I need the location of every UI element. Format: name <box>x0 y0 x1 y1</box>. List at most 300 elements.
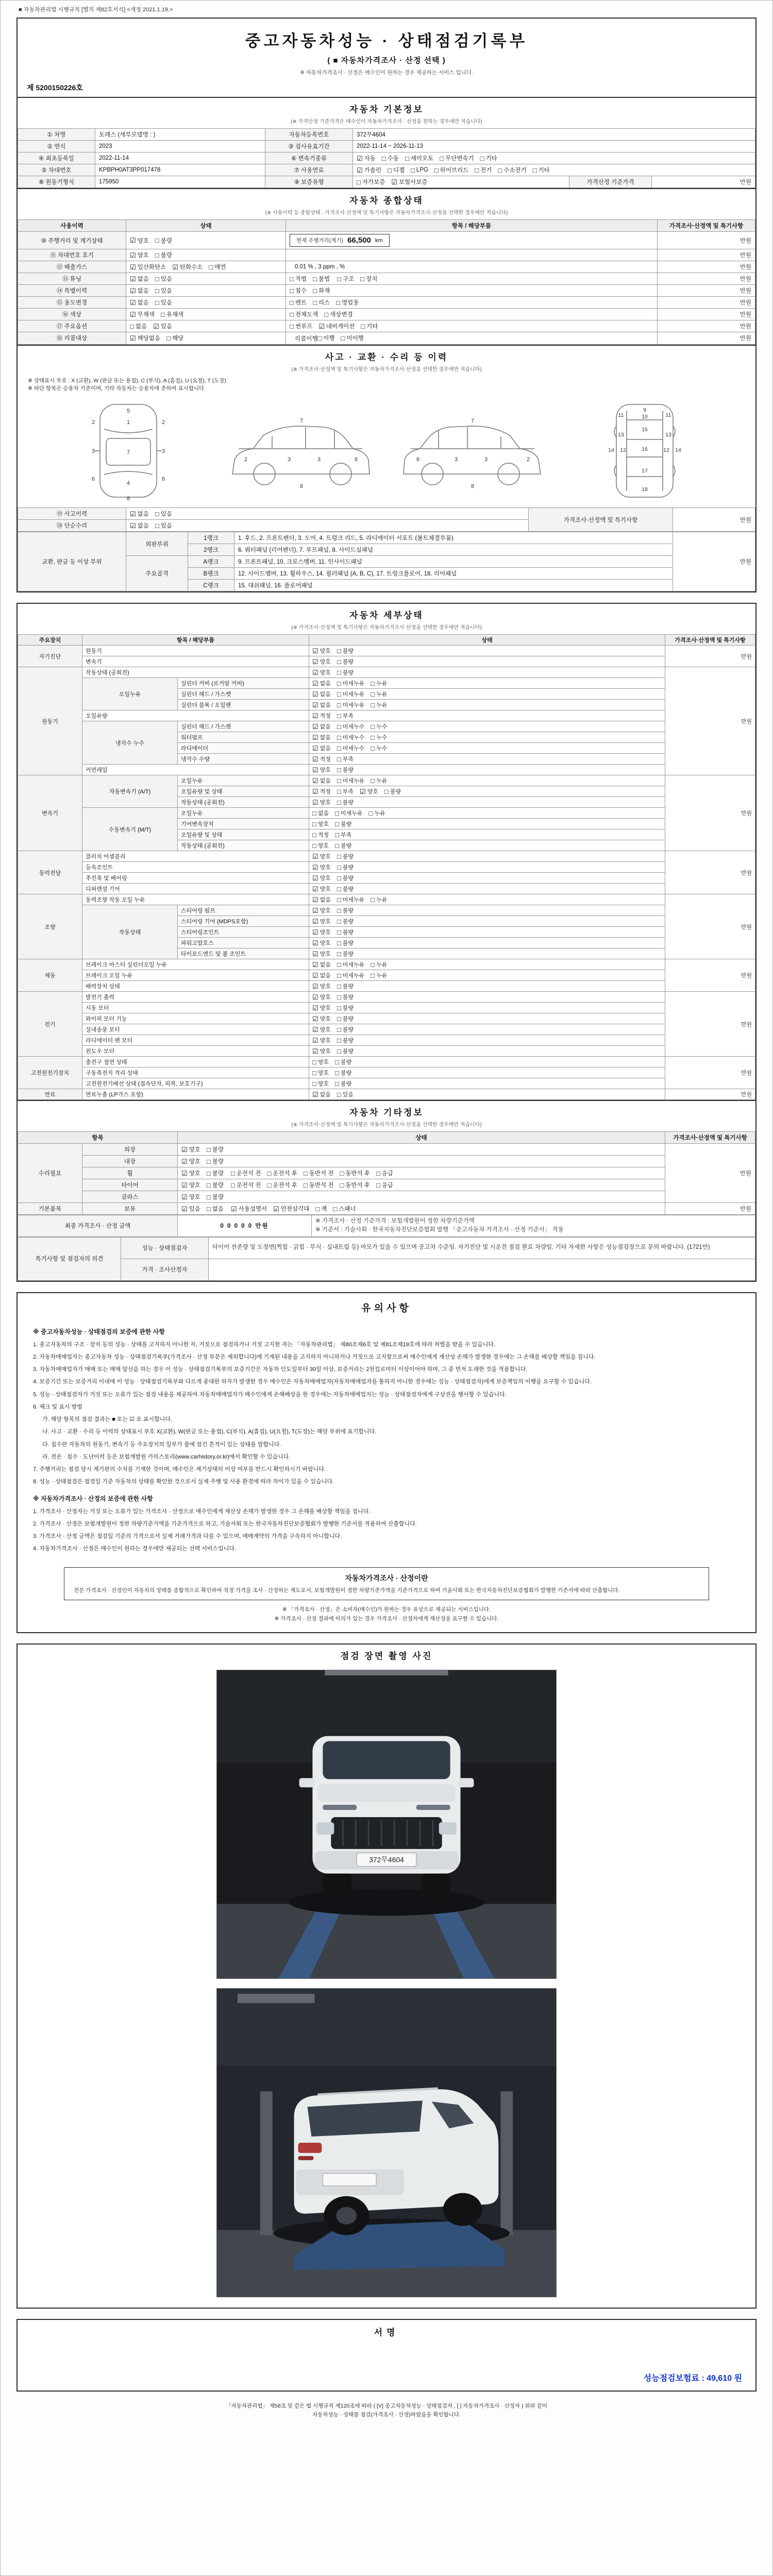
checkbox-option[interactable] <box>155 236 172 245</box>
state-cell <box>309 1067 665 1078</box>
checkbox-option[interactable] <box>130 521 149 530</box>
checkbox-option[interactable] <box>337 1025 354 1033</box>
checkbox-option[interactable] <box>130 251 149 259</box>
checkbox-group <box>130 298 172 307</box>
checkbox-group <box>312 657 354 666</box>
unchecked-box-icon: □ <box>337 776 341 785</box>
checkbox-option[interactable] <box>475 166 492 174</box>
checkbox-option[interactable] <box>411 167 428 174</box>
checkbox-option[interactable] <box>337 690 364 698</box>
svg-text:10: 10 <box>642 414 648 420</box>
checkbox-option[interactable] <box>312 831 329 839</box>
unchecked-box-icon: □ <box>337 701 341 709</box>
checkbox-option[interactable] <box>337 928 354 936</box>
checkbox-option[interactable] <box>340 1181 370 1189</box>
checkbox-option[interactable] <box>384 787 401 795</box>
checkbox-option[interactable] <box>312 906 331 914</box>
column-header: 사용이력 <box>18 220 126 232</box>
checkbox-option[interactable] <box>312 755 331 763</box>
checked-box-icon: ☑ <box>181 1169 188 1177</box>
checkbox-group <box>312 647 354 655</box>
field-label: ③ 검사유효기간 <box>265 141 353 152</box>
checkbox-option[interactable] <box>336 298 359 307</box>
checkbox-option[interactable] <box>391 178 427 186</box>
option-label: 부족 <box>342 756 354 762</box>
checkbox-option[interactable] <box>155 251 172 259</box>
state-cell <box>126 273 286 285</box>
photo-list <box>18 1663 755 2308</box>
checkbox-option[interactable] <box>172 263 203 271</box>
checked-box-icon: ☑ <box>391 178 397 186</box>
checkbox-option[interactable] <box>312 657 331 666</box>
subitem-name: 작동상태 (공회전) <box>178 840 309 851</box>
checkbox-option[interactable] <box>337 852 354 860</box>
checkbox-option[interactable] <box>312 1025 331 1033</box>
checkbox-option[interactable] <box>337 1090 354 1098</box>
checked-box-icon: ☑ <box>273 1205 279 1213</box>
price-cell: 만원 <box>658 285 755 297</box>
option-label: 불량 <box>340 821 352 827</box>
checkbox-option[interactable] <box>337 1004 354 1012</box>
item-name: 수동변속기 (M/T) <box>82 808 178 851</box>
checkbox-option[interactable] <box>312 971 331 979</box>
checkbox-option[interactable] <box>181 1145 200 1154</box>
checkbox-option[interactable] <box>312 809 329 817</box>
part-category: 외판부위 <box>126 532 188 556</box>
checkbox-option[interactable] <box>371 701 387 709</box>
checkbox-option[interactable] <box>382 154 399 162</box>
checkbox-option[interactable] <box>290 310 318 318</box>
photos-title: 점검 장면 촬영 사진 <box>340 1651 433 1661</box>
checkbox-option[interactable] <box>357 178 385 186</box>
checkbox-option[interactable] <box>335 1069 351 1077</box>
checkbox-option[interactable] <box>312 722 331 731</box>
checkbox-option[interactable] <box>312 733 331 741</box>
checkbox-option[interactable] <box>312 982 331 990</box>
checkbox-option[interactable] <box>155 521 172 530</box>
checkbox-option[interactable] <box>181 1205 200 1213</box>
checkbox-option[interactable] <box>155 286 172 295</box>
option-label: 있음 <box>342 1092 354 1098</box>
checkbox-option[interactable] <box>312 690 331 698</box>
history-item-label: ⑲ 사고이력 <box>18 508 126 520</box>
checkbox-option[interactable] <box>290 322 312 330</box>
checkbox-option[interactable] <box>207 1193 224 1201</box>
checkbox-option[interactable] <box>312 950 331 958</box>
checkbox-option[interactable] <box>312 679 331 687</box>
checkbox-option[interactable] <box>371 690 387 698</box>
option-label: 불량 <box>342 951 354 957</box>
checkbox-option[interactable] <box>312 863 331 871</box>
device-name: 원동기 <box>18 667 82 775</box>
checkbox-option[interactable] <box>371 744 387 752</box>
checked-box-icon: ☑ <box>130 298 136 307</box>
checkbox-group <box>312 776 387 785</box>
checkbox-option[interactable] <box>337 744 364 752</box>
checkbox-option[interactable] <box>312 1079 329 1088</box>
checkbox-option[interactable] <box>312 917 331 925</box>
signature-area <box>18 2341 755 2391</box>
checkbox-option[interactable] <box>357 154 376 162</box>
checkbox-option[interactable] <box>335 1058 351 1066</box>
checkbox-option[interactable] <box>130 310 155 318</box>
subitem-name: 작동상태 (공회전) <box>178 797 309 808</box>
checkbox-option[interactable] <box>312 744 331 752</box>
option-label: 무단변속기 <box>445 156 474 162</box>
detail-row <box>18 873 755 884</box>
checkbox-option[interactable] <box>130 334 160 342</box>
checkbox-option[interactable] <box>337 755 354 763</box>
item-name: 커먼레일 <box>82 765 309 775</box>
detail-row <box>18 894 755 905</box>
checkbox-option[interactable] <box>312 820 329 828</box>
checkbox-option[interactable] <box>130 322 147 330</box>
checkbox-option[interactable] <box>434 166 468 174</box>
checkbox-option[interactable] <box>290 298 307 307</box>
checkbox-option[interactable] <box>360 787 378 795</box>
checkbox-option[interactable] <box>181 1169 200 1177</box>
option-label: 없음 <box>320 1092 331 1098</box>
option-label: 불량 <box>212 1194 224 1200</box>
checkbox-option[interactable] <box>337 776 364 785</box>
unchecked-box-icon: □ <box>411 166 415 174</box>
checkbox-option[interactable] <box>209 263 226 271</box>
item-name: 와이퍼 모터 기능 <box>82 1013 309 1024</box>
checkbox-group <box>312 1069 351 1077</box>
price-cell: 만원 <box>658 309 755 320</box>
option-label: 불량 <box>342 800 354 806</box>
checkbox-option[interactable] <box>207 1181 224 1189</box>
checkbox-option[interactable] <box>371 722 387 731</box>
option-label: 양호 <box>189 1171 200 1177</box>
checkbox-option[interactable] <box>161 310 183 318</box>
checkbox-option[interactable] <box>312 776 331 785</box>
checkbox-option[interactable] <box>371 679 387 687</box>
option-label: 운전석 후 <box>273 1182 297 1189</box>
checkbox-option[interactable] <box>312 841 329 850</box>
checkbox-option[interactable] <box>290 286 307 295</box>
checkbox-option[interactable] <box>337 939 354 947</box>
item-cell <box>286 273 658 285</box>
notice-postscript <box>18 1605 755 1624</box>
checkbox-option[interactable] <box>337 722 364 731</box>
checkbox-option[interactable] <box>337 733 364 741</box>
checkbox-option[interactable] <box>357 166 381 174</box>
car-diagram-left-side <box>223 399 378 502</box>
checkbox-option[interactable] <box>405 154 433 162</box>
device-name: 변속기 <box>18 775 82 851</box>
car-diagram-right-side <box>395 399 550 502</box>
checkbox-option[interactable] <box>312 647 331 655</box>
inspection-insurance-fee <box>644 2371 742 2383</box>
checkbox-option[interactable] <box>304 1181 334 1189</box>
svg-text:2: 2 <box>244 456 248 463</box>
state-cell <box>126 520 529 532</box>
checkbox-option[interactable] <box>361 322 378 330</box>
checkbox-option[interactable] <box>207 1205 224 1213</box>
checkbox-option[interactable] <box>371 960 387 969</box>
unchecked-box-icon: □ <box>337 690 341 698</box>
state-cell <box>126 261 286 273</box>
checkbox-option[interactable] <box>337 971 364 979</box>
option-label: 불량 <box>160 238 172 244</box>
main-report-box <box>16 18 757 592</box>
checkbox-option[interactable] <box>181 1181 200 1189</box>
checkbox-option[interactable] <box>312 993 331 1001</box>
checkbox-option[interactable] <box>337 647 354 655</box>
checkbox-option[interactable] <box>304 1169 334 1177</box>
checkbox-group <box>312 841 351 850</box>
checkbox-option[interactable] <box>324 310 352 318</box>
checkbox-option[interactable] <box>337 787 354 795</box>
checkbox-option[interactable] <box>290 275 307 283</box>
state-cell <box>309 992 665 1003</box>
checkbox-option[interactable] <box>337 766 354 774</box>
checkbox-option[interactable] <box>498 166 526 174</box>
option-label: 양호 <box>320 648 331 654</box>
notice-item: 3. 가격조사 · 산정 금액은 점검일 기준의 가격으로서 실제 거래가격과 다를 수 있으며, 매매계약의 가격을 구속하지 아니합니다. <box>33 1533 342 1539</box>
checkbox-option[interactable] <box>371 971 387 979</box>
checked-box-icon: ☑ <box>130 263 136 271</box>
checkbox-group <box>312 917 354 925</box>
inspection-photo-rear <box>216 1988 557 2297</box>
checkbox-option[interactable] <box>312 766 331 774</box>
checkbox-option[interactable] <box>533 166 550 174</box>
section-note-accident: (※ 가격조사·산정액 및 특기사항은 자동차가격조사·산정을 선택한 경우에만 적습니다) <box>291 366 482 372</box>
checkbox-option[interactable] <box>130 298 149 307</box>
unchecked-box-icon: □ <box>337 1036 341 1044</box>
checkbox-option[interactable] <box>388 166 405 174</box>
item-name: 윈도우 모터 <box>82 1046 309 1057</box>
checkbox-option[interactable] <box>369 809 385 817</box>
checkbox-option[interactable] <box>337 679 364 687</box>
checkbox-option[interactable] <box>312 668 331 676</box>
option-label: 사용설명서 <box>238 1206 267 1212</box>
checkbox-option[interactable] <box>318 322 355 330</box>
checkbox-option[interactable] <box>337 874 354 882</box>
checkbox-option[interactable] <box>337 917 354 925</box>
option-label: 없음 <box>137 276 149 282</box>
final-price-label: 최종 가격조사 · 산정 금액 <box>18 1215 178 1237</box>
checkbox-option[interactable] <box>337 1036 354 1044</box>
checkbox-option[interactable] <box>313 286 330 295</box>
checkbox-option[interactable] <box>312 1047 331 1055</box>
unchecked-box-icon: □ <box>371 960 375 969</box>
option-label: 불량 <box>340 1059 352 1065</box>
unchecked-box-icon: □ <box>230 1181 235 1189</box>
checkbox-option[interactable] <box>312 711 331 720</box>
state-cell <box>309 1089 665 1100</box>
option-label: 불량 <box>342 929 354 936</box>
checkbox-option[interactable] <box>337 993 354 1001</box>
checkbox-option[interactable] <box>340 1169 370 1177</box>
option-label: 불량 <box>342 865 354 871</box>
checkbox-option[interactable] <box>337 960 364 969</box>
checkbox-option[interactable] <box>312 798 331 806</box>
checkbox-option[interactable] <box>312 1014 331 1023</box>
unchecked-box-icon: □ <box>155 298 159 307</box>
option-label: 양호 <box>317 843 329 849</box>
svg-text:7: 7 <box>470 418 475 424</box>
item-name: 작동상태 (공회전) <box>82 667 309 678</box>
checkbox-group <box>130 334 183 342</box>
checkbox-option[interactable] <box>376 1169 393 1177</box>
checkbox-option[interactable] <box>337 711 354 720</box>
unchecked-box-icon: □ <box>335 831 339 839</box>
checkbox-option[interactable] <box>337 906 354 914</box>
option-label: 불량 <box>342 767 354 773</box>
checkbox-option[interactable] <box>337 1014 354 1023</box>
state-cell <box>309 1035 665 1046</box>
checkbox-option[interactable] <box>207 1145 224 1154</box>
fee-value: 49,610 원 <box>707 2374 742 2383</box>
checkbox-option[interactable] <box>371 776 387 785</box>
unchecked-box-icon: □ <box>290 275 294 283</box>
checkbox-option[interactable] <box>166 334 183 342</box>
option-label: 없음 <box>320 724 331 730</box>
checkbox-option[interactable] <box>312 1090 331 1098</box>
checkbox-option[interactable] <box>341 334 364 342</box>
postscript-line-2: ※ 가격조사 · 산정 결과에 이의가 있는 경우 가격조사 · 산정자에게 재산정을 요구할 수 있습니다. <box>274 1616 499 1622</box>
exchange-panel-table <box>18 532 755 591</box>
checkbox-option[interactable] <box>337 657 354 666</box>
checkbox-option[interactable] <box>130 510 149 518</box>
checkbox-option[interactable] <box>273 1205 309 1213</box>
checkbox-option[interactable] <box>337 895 364 904</box>
checkbox-option[interactable] <box>335 820 351 828</box>
option-label: 누유 <box>376 962 388 968</box>
checkbox-option[interactable] <box>155 510 172 518</box>
checkbox-option[interactable] <box>181 1193 200 1201</box>
checkbox-option[interactable] <box>312 885 331 893</box>
checkbox-group <box>312 1014 354 1023</box>
option-label: 양호 <box>317 1081 329 1087</box>
checkbox-option[interactable] <box>207 1157 224 1165</box>
checkbox-option[interactable] <box>312 787 331 795</box>
option-label: 누유 <box>376 973 388 979</box>
checkbox-option[interactable] <box>312 1069 329 1077</box>
checkbox-option[interactable] <box>371 733 387 741</box>
item-name: 내장 <box>82 1156 178 1167</box>
checkbox-option[interactable] <box>360 275 377 283</box>
checkbox-option[interactable] <box>337 701 364 709</box>
checkbox-option[interactable] <box>315 1205 327 1213</box>
checkbox-option[interactable] <box>333 1205 356 1213</box>
checked-box-icon: ☑ <box>312 852 318 860</box>
checkbox-group <box>312 831 351 839</box>
checkbox-option[interactable] <box>130 286 149 295</box>
checkbox-option[interactable] <box>155 275 172 283</box>
field-label: ⑨ 보증유형 <box>265 176 353 188</box>
checkbox-option[interactable] <box>337 798 354 806</box>
checked-box-icon: ☑ <box>312 960 318 969</box>
checkbox-option[interactable] <box>337 863 354 871</box>
exchange-row <box>18 556 755 568</box>
checkbox-option[interactable] <box>267 1169 297 1177</box>
option-label: 없음 <box>135 324 147 330</box>
checkbox-option[interactable] <box>480 154 497 162</box>
svg-text:6: 6 <box>161 476 165 482</box>
checkbox-option[interactable] <box>337 885 354 893</box>
option-label: 양호 <box>320 940 331 946</box>
checkbox-option[interactable] <box>337 668 354 676</box>
checkbox-group <box>130 275 172 283</box>
option-label: 안전삼각대 <box>280 1206 310 1212</box>
checkbox-group <box>181 1169 224 1177</box>
checkbox-option[interactable] <box>335 841 351 850</box>
checkbox-group <box>312 766 354 774</box>
checkbox-group <box>181 1145 224 1154</box>
table-row <box>18 129 755 141</box>
checkbox-option[interactable] <box>337 275 354 283</box>
checkbox-option[interactable] <box>312 928 331 936</box>
checkbox-option[interactable] <box>231 1205 267 1213</box>
state-cell <box>309 700 665 710</box>
checkbox-option[interactable] <box>335 1079 351 1088</box>
checkbox-option[interactable] <box>376 1181 393 1189</box>
state-cell <box>309 1013 665 1024</box>
column-header: 가격조사·산정액 및 특기사항 <box>658 220 755 232</box>
option-label: 누수 <box>376 724 388 730</box>
checkbox-option[interactable] <box>312 960 331 969</box>
option-label: LPG <box>416 167 428 173</box>
checkbox-option[interactable] <box>181 1157 200 1165</box>
checkbox-option[interactable] <box>312 701 331 709</box>
checkbox-option[interactable] <box>130 236 149 245</box>
checkbox-group <box>290 275 330 283</box>
field-value: 2023 <box>95 141 265 152</box>
checkbox-option[interactable] <box>312 1058 329 1066</box>
checkbox-option[interactable] <box>337 1047 354 1055</box>
checkbox-option[interactable] <box>312 939 331 947</box>
checkbox-option[interactable] <box>155 298 172 307</box>
item-name: 변속기 <box>82 656 309 667</box>
checkbox-option[interactable] <box>335 831 351 839</box>
checkbox-option[interactable] <box>317 334 334 342</box>
detail-row <box>18 678 755 689</box>
checkbox-option[interactable] <box>312 874 331 882</box>
checkbox-option[interactable] <box>313 298 330 307</box>
checkbox-option[interactable] <box>337 982 354 990</box>
checkbox-option[interactable] <box>312 852 331 860</box>
checkbox-option[interactable] <box>335 809 362 817</box>
checkbox-option[interactable] <box>130 263 166 271</box>
detail-row <box>18 1003 755 1013</box>
unchecked-box-icon: □ <box>405 154 409 162</box>
rank-label: B랭크 <box>188 568 234 580</box>
field-value: KPBPH0AT3PP017478 <box>95 164 265 176</box>
checkbox-option[interactable] <box>130 275 149 283</box>
checkbox-option[interactable] <box>312 895 331 904</box>
car-diagram-underbody <box>567 399 722 502</box>
checkbox-option[interactable] <box>231 1169 261 1177</box>
photos-box <box>16 1643 757 2309</box>
checkbox-option[interactable] <box>312 1036 331 1044</box>
price-cell: 만원 <box>665 992 755 1057</box>
checkbox-option[interactable] <box>312 1004 331 1012</box>
checkbox-option[interactable] <box>337 950 354 958</box>
checkbox-option[interactable] <box>267 1181 297 1189</box>
checkbox-option[interactable] <box>371 895 387 904</box>
checkbox-option[interactable] <box>231 1181 261 1189</box>
checkbox-option[interactable] <box>207 1169 224 1177</box>
unchecked-box-icon: □ <box>312 820 316 828</box>
checkbox-option[interactable] <box>313 275 330 283</box>
svg-text:11: 11 <box>665 412 671 418</box>
unchecked-box-icon: □ <box>290 310 294 318</box>
checkbox-option[interactable] <box>153 322 172 330</box>
checkbox-option[interactable] <box>440 154 474 162</box>
